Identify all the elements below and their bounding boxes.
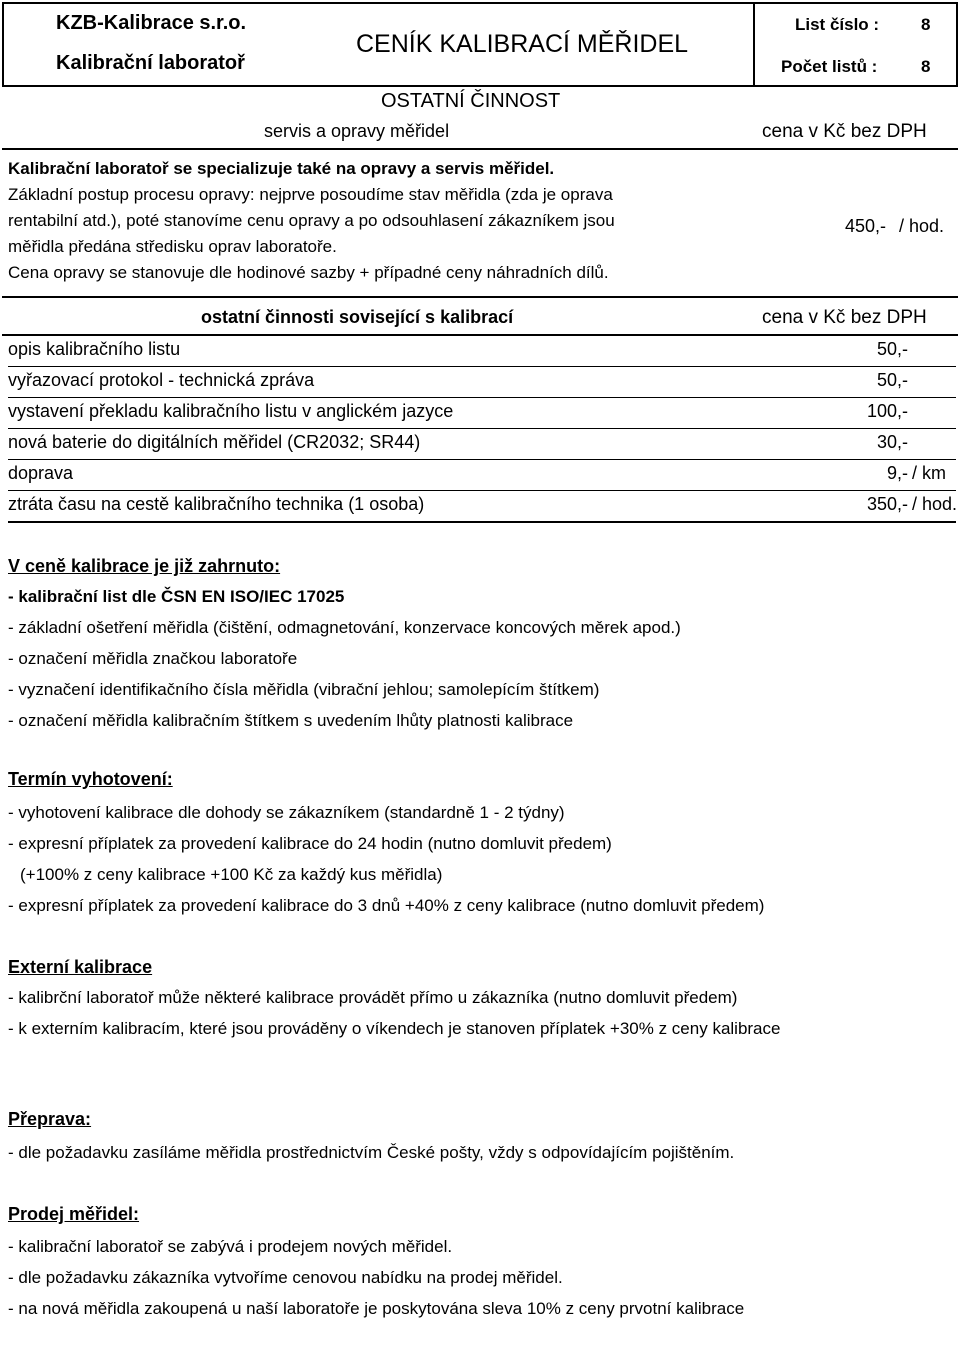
row-unit: / hod. — [912, 494, 958, 514]
table-row — [8, 459, 956, 491]
table-row — [8, 366, 956, 398]
document-title: CENÍK KALIBRACÍ MĚŘIDEL — [356, 30, 689, 58]
service-unit: / hod. — [899, 216, 945, 236]
row-label: vyřazovací protokol - technická zpráva — [8, 370, 315, 390]
service-price: 450,- — [845, 216, 887, 236]
sale-heading: Prodej měřidel: — [8, 1204, 140, 1224]
row-price: 350,- — [866, 494, 908, 514]
pages-value: 8 — [921, 57, 931, 76]
sale-line: - dle požadavku zákazníka vytvoříme cenovou nabídku na prodej měřidel. — [8, 1268, 563, 1287]
section-subtitle: servis a opravy měřidel — [264, 121, 450, 141]
sale-line: - na nová měřidla zakoupená u naší laboratoře je poskytována sleva 10% z ceny prvotní kalibrace — [8, 1299, 745, 1318]
sale-line: - kalibrační laboratoř se zabývá i prodejem nových měřidel. — [8, 1237, 453, 1256]
row-price: 30,- — [876, 432, 908, 452]
included-line: - základní ošetření měřidla (čištění, odmagnetování, konzervace koncových měrek apod.) — [8, 618, 681, 637]
row-unit: / km — [912, 463, 946, 483]
external-line: - kalibrční laboratoř může některé kalibrace provádět přímo u zákazníka (nutno domluvit předem) — [8, 988, 738, 1007]
external-heading: Externí kalibrace — [8, 957, 153, 977]
row-label: opis kalibračního listu — [8, 339, 181, 359]
sheet-value: 8 — [921, 15, 931, 34]
service-line: Cena opravy se stanovuje dle hodinové sazby + případné ceny náhradních dílů. — [8, 263, 609, 282]
term-line: - vyhotovení kalibrace dle dohody se zákazníkem (standardně 1 - 2 týdny) — [8, 803, 565, 822]
external-line: - k externím kalibracím, které jsou prováděny o víkendech je stanoven příplatek +30% z ceny kalibrace — [8, 1019, 781, 1038]
row-price: 50,- — [876, 370, 908, 390]
price-header: cena v Kč bez DPH — [762, 121, 927, 142]
transport-line: - dle požadavku zasíláme měřidla prostřednictvím České pošty, vždy s odpovídajícím pojištěním. — [8, 1143, 735, 1162]
service-line: rentabilní atd.), poté stanovíme cenu opravy a po odsouhlasení zákazníkem jsou — [8, 211, 615, 230]
term-heading: Termín vyhotovení: — [8, 769, 173, 789]
transport-heading: Přeprava: — [8, 1109, 92, 1129]
service-line: Kalibrační laboratoř se specializuje také na opravy a servis měřidel. — [8, 159, 555, 178]
table-row — [8, 490, 956, 523]
row-price: 100,- — [866, 401, 908, 421]
row-label: vystavení překladu kalibračního listu v anglickém jazyce — [8, 401, 454, 421]
row-label: nová baterie do digitálních měřidel (CR2032; SR44) — [8, 432, 421, 452]
pages-label: Počet listů : — [781, 57, 878, 76]
included-heading: V ceně kalibrace je již zahrnuto: — [8, 556, 281, 576]
lab-name: Kalibrační laboratoř — [56, 52, 245, 74]
row-price: 50,- — [876, 339, 908, 359]
included-line: - označení měřidla kalibračním štítkem s uvedením lhůty platnosti kalibrace — [8, 711, 574, 730]
row-label: doprava — [8, 463, 74, 483]
price-header: cena v Kč bez DPH — [762, 307, 927, 328]
table-row — [8, 397, 956, 429]
service-line: Základní postup procesu opravy: nejprve posoudíme stav měřidla (zda je oprava — [8, 185, 613, 204]
included-line: - vyznačení identifikačního čísla měřidla (vibrační jehlou; samolepícím štítkem) — [8, 680, 600, 699]
table-row — [8, 428, 956, 460]
included-line: - označení měřidla značkou laboratoře — [8, 649, 298, 668]
section-title: OSTATNÍ ČINNOST — [381, 90, 561, 112]
term-line: (+100% z ceny kalibrace +100 Kč za každý kus měřidla) — [20, 865, 443, 884]
term-line: - expresní příplatek za provedení kalibrace do 24 hodin (nutno domluvit předem) — [8, 834, 612, 853]
table-row — [8, 335, 956, 367]
row-price: 9,- — [886, 463, 908, 483]
service-line: měřidla předána středisku oprav laboratoře. — [8, 237, 337, 256]
included-line: - kalibrační list dle ČSN EN ISO/IEC 17025 — [8, 587, 345, 606]
term-line: - expresní příplatek za provedení kalibrace do 3 dnů +40% z ceny kalibrace (nutno domluvit předem) — [8, 896, 765, 915]
section-title: ostatní činnosti sovisející s kalibrací — [201, 307, 514, 327]
sheet-label: List číslo : — [795, 15, 880, 34]
row-label: ztráta času na cestě kalibračního technika (1 osoba) — [8, 494, 425, 514]
company-name: KZB-Kalibrace s.r.o. — [56, 12, 247, 34]
